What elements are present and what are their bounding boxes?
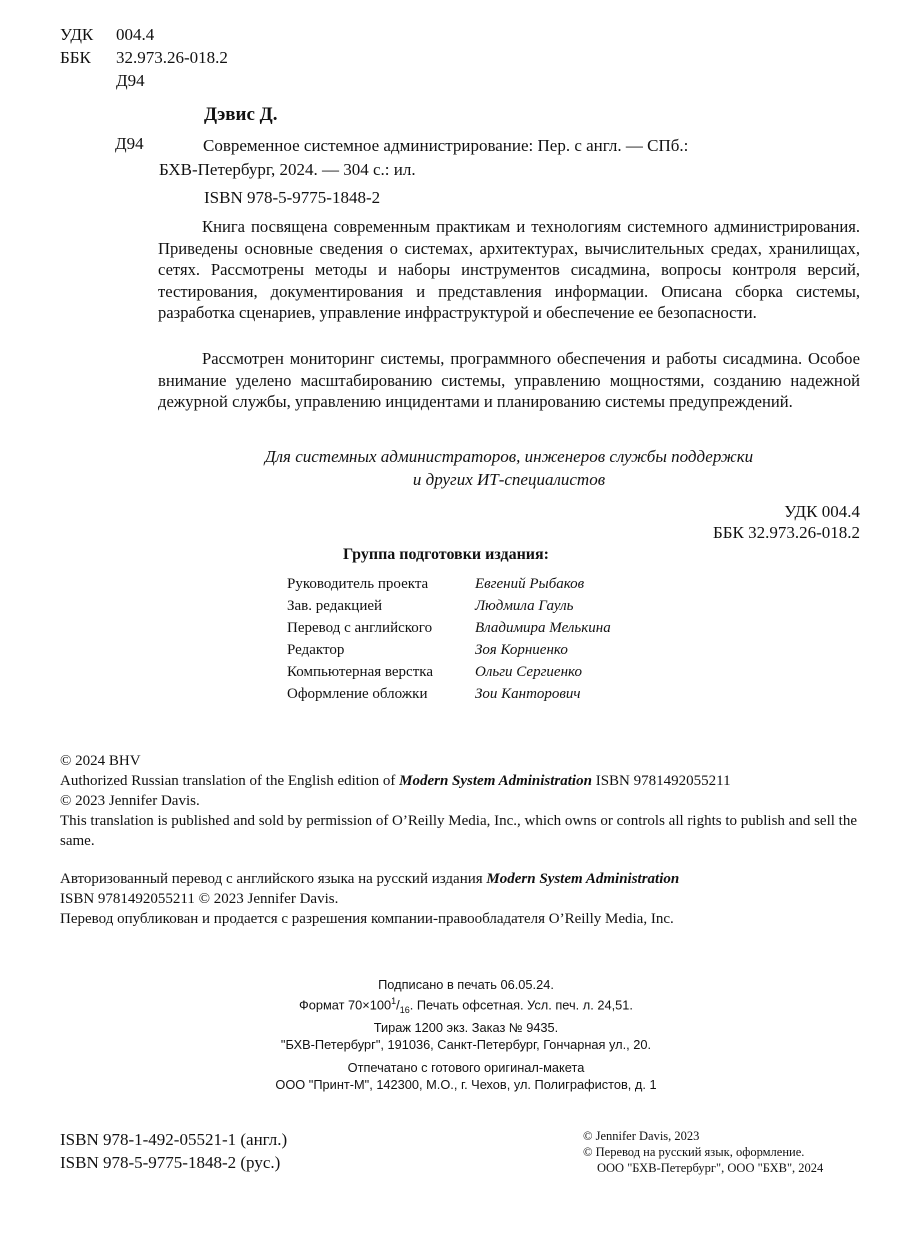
team-row	[287, 661, 611, 683]
copyright-ru-line-1	[60, 869, 860, 889]
author-index: Д94	[115, 134, 144, 153]
bibliographic-description	[159, 134, 688, 182]
team-role: Зав. редакцией	[287, 598, 383, 614]
copyright-en-line-3: © 2023 Jennifer Davis.	[60, 793, 200, 809]
team-role: Перевод с английского	[287, 620, 433, 636]
copyright-ru-line-3: Перевод опубликован и продается с разрешения компании-правообладателя O’Reilly Media, Inc.	[60, 911, 674, 927]
team-title: Группа подготовки издания:	[343, 546, 550, 563]
team-row	[287, 683, 611, 705]
imprint-publisher: "БХВ-Петербург", 191036, Санкт-Петербург, Гончарная ул., 20.	[280, 1036, 652, 1052]
format-sub: 16	[399, 1004, 410, 1015]
team-member: Владимира Мелькина	[475, 620, 611, 636]
imprint-format: Формат $70\times 100^1/_{16}$. Печать офсетная. Усл. печ. л. 24,51.	[299, 996, 633, 1015]
team-row	[287, 639, 611, 661]
team-role: Руководитель проекта	[287, 576, 429, 592]
copyright-ru-line-2: ISBN 9781492055211 © 2023 Jennifer Davis.	[60, 891, 339, 907]
annotation-text-2: Рассмотрен мониторинг системы, программного обеспечения и работы сисадмина. Особое внимание уделено масштабированию системы, управлению мощностями, созданию надежной дежурной службы, управлению инцидентами и планированию системы предупреждений.	[158, 349, 860, 412]
udk-value: 004.4	[116, 25, 155, 44]
author-sign: Д94	[116, 71, 145, 90]
team-role: Редактор	[287, 642, 345, 658]
team-member: Ольги Сергиенко	[475, 664, 582, 680]
copyright-bottom-block	[583, 1128, 823, 1176]
copyright-en-suffix: ISBN 9781492055211	[591, 773, 731, 789]
annotation-paragraph-1	[158, 216, 860, 324]
copyright-en-line-1: © 2024 BHV	[60, 753, 141, 769]
format-suffix: . Печать офсетная. Усл. печ. л. 24,51.	[409, 997, 633, 1013]
team-row	[287, 573, 611, 595]
copyright-bottom-3: ООО "БХВ-Петербург", ООО "БХВ", 2024	[597, 1161, 824, 1175]
team-role: Оформление обложки	[287, 686, 428, 702]
format-sup: 1	[391, 996, 397, 1006]
team-member: Зоя Корниенко	[475, 642, 568, 658]
bibl-line-2: БХВ-Петербург, 2024. — 304 с.: ил.	[159, 160, 416, 179]
isbn-main: ISBN 978-5-9775-1848-2	[204, 188, 381, 207]
imprint-printer: ООО "Принт-М", 142300, М.О., г. Чехов, ул. Полиграфистов, д. 1	[275, 1076, 657, 1092]
annotation-paragraph-2	[158, 348, 860, 413]
isbn-bottom-block	[60, 1128, 287, 1174]
imprint-printed: Отпечатано с готового оригинал-макета	[347, 1059, 585, 1075]
bbk-value: 32.973.26-018.2	[116, 48, 228, 67]
format-prefix: Формат 70×100	[299, 997, 392, 1013]
udk-right-block	[713, 501, 860, 543]
audience-note	[158, 445, 860, 491]
team-member: Зои Канторович	[475, 686, 581, 702]
imprint-signed: Подписано в печать 06.05.24.	[378, 977, 554, 992]
bibl-line-1: Современное системное администрирование: Пер. с англ. — СПб.:	[203, 136, 689, 155]
author-name: Дэвис Д.	[204, 104, 278, 125]
copyright-bottom-2: © Перевод на русский язык, оформление.	[583, 1145, 805, 1159]
team-member: Евгений Рыбаков	[475, 576, 585, 592]
copyright-russian	[60, 869, 860, 929]
udk-code	[60, 24, 154, 45]
book-title-en: Modern System Administration	[399, 773, 592, 789]
isbn-russian: ISBN 978-5-9775-1848-2 (рус.)	[60, 1153, 281, 1172]
team-role: Компьютерная верстка	[287, 664, 433, 680]
copyright-bottom-1: © Jennifer Davis, 2023	[583, 1129, 700, 1143]
audience-line-1: Для системных администраторов, инженеров службы поддержки	[264, 447, 754, 466]
copyright-en-line-2	[60, 771, 860, 791]
copyright-english	[60, 751, 860, 851]
team-row	[287, 595, 611, 617]
imprint-block	[240, 976, 692, 1093]
audience-line-2: и других ИТ-специалистов	[412, 470, 606, 489]
bbk-right: ББК 32.973.26-018.2	[712, 523, 860, 542]
bbk-code	[60, 47, 228, 68]
imprint-run: Тираж 1200 экз. Заказ № 9435.	[373, 1019, 559, 1035]
team-member: Людмила Гауль	[475, 598, 574, 614]
copyright-en-prefix: Authorized Russian translation of the English edition of	[60, 773, 400, 789]
copyright-ru-prefix: Авторизованный перевод с английского языка на русский издания	[60, 871, 487, 887]
book-title-ru: Modern System Administration	[486, 871, 680, 887]
udk-label: УДК	[60, 25, 94, 44]
isbn-english: ISBN 978-1-492-05521-1 (англ.)	[60, 1130, 288, 1149]
team-row	[287, 617, 611, 639]
udk-right: УДК 004.4	[784, 502, 860, 521]
annotation-text-1: Книга посвящена современным практикам и технологиям системного администрирования. Приведены основные сведения о системах, архитектурах, вычислительных средах, хранилищах, сетях. Рассмотрены методы и наборы инструментов сисадмина, вопросы контроля версий, тестирования, документирования и представления информации. Описана сборка системы, разработка сценариев, управление инфраструктурой и обеспечение ее безопасности.	[158, 217, 860, 323]
copyright-en-line-4: This translation is published and sold by permission of O’Reilly Media, Inc., which owns or controls all rights to publish and sell the same.	[60, 813, 857, 849]
bbk-label: ББК	[60, 48, 91, 67]
team-list	[287, 573, 611, 705]
